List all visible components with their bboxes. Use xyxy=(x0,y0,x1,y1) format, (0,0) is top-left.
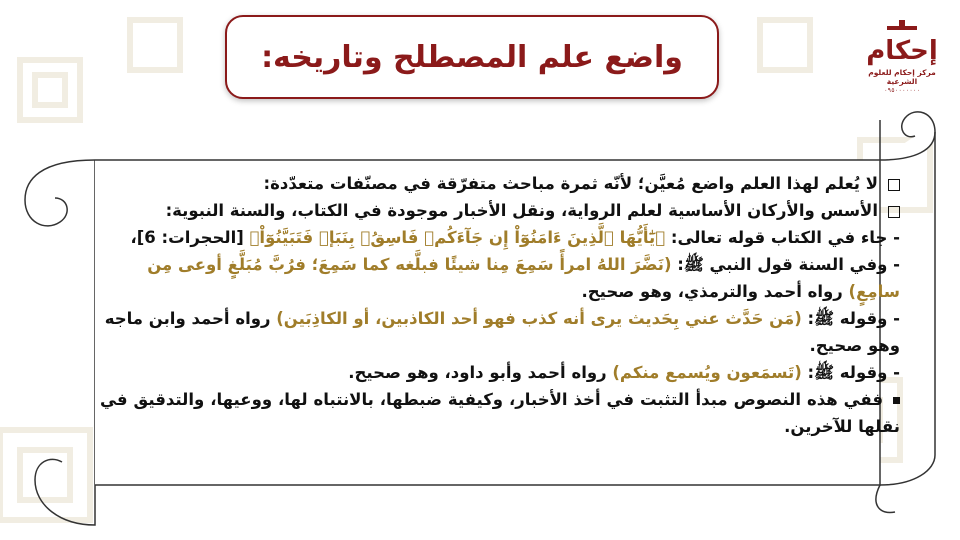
title-box xyxy=(225,15,719,99)
line-4-source: رواه أحمد والترمذي، وهو صحيح. xyxy=(581,282,849,301)
hadith-3: (تَسمَعون ويُسمع منكم) xyxy=(612,363,802,382)
line-2-text: الأسس والأركان الأساسية لعلم الرواية، ونقل الأخبار موجودة في الكتاب، والسنة النبوية: xyxy=(165,201,878,220)
quran-verse: ﴿يَٰٓأَيُّهَا ٱلَّذِينَ ءَامَنُوٓاْ إِن جَآءَكُمۡ فَاسِقُۢ بِنَبَإٖ فَتَبَيَّنُوٓاْ﴾ xyxy=(249,228,666,247)
line-5-source: رواه أحمد وابن ماجه وهو صحيح. xyxy=(104,309,900,355)
conclusion-line xyxy=(100,386,900,440)
hadith-1: (نَضَّرَ اللهُ امرأً سَمِعَ مِنا شيئًا فبلَّغه كما سَمِعَ؛ فرُبَّ مُبَلَّغٍ أوعى مِن سامِعٍ) xyxy=(147,255,900,301)
hadith-line-1 xyxy=(100,251,900,305)
line-6-source: رواه أحمد وأبو داود، وهو صحيح. xyxy=(348,363,613,382)
bullet-line-2 xyxy=(100,197,900,224)
line-3-ref: [الحجرات: 6]، xyxy=(130,228,250,247)
line-5-intro: - وقوله ﷺ: xyxy=(801,309,900,328)
checkbox-bullet-icon xyxy=(888,206,900,218)
hadith-2: (مَن حَدَّث عني بِحَديث يرى أنه كذب فهو أحد الكاذبين، أو الكاذِبَين) xyxy=(276,309,802,328)
hadith-line-2 xyxy=(100,305,900,359)
square-bullet-icon xyxy=(893,397,900,404)
logo-phone: ٠٩٥٠٠٠٠٠٠٠ xyxy=(883,87,921,94)
page-title: واضع علم المصطلح وتاريخه: xyxy=(261,39,683,75)
line-3-intro: - جاء في الكتاب قوله تعالى: xyxy=(665,228,900,247)
logo-word: إحكام xyxy=(866,36,938,66)
line-7-text: ففي هذه النصوص مبدأ التثبت في أخذ الأخبار، وكيفية ضبطها، بالانتباه لها، ووعيها، والتدقيق في نقلها للآخرين. xyxy=(100,390,900,436)
line-1-text: لا يُعلم لهذا العلم واضع مُعيَّن؛ لأنّه ثمرة مباحث متفرّقة في مصنّفات متعدّدة: xyxy=(263,174,878,193)
scroll-content xyxy=(100,170,900,440)
line-4-intro: - وفي السنة قول النبي ﷺ: xyxy=(671,255,900,274)
checkbox-bullet-icon xyxy=(888,179,900,191)
quran-line xyxy=(100,224,900,251)
logo-icon xyxy=(887,20,917,30)
hadith-line-3 xyxy=(100,359,900,386)
logo-subtitle: مركز إحكام للعلوم الشرعية xyxy=(868,68,936,86)
logo xyxy=(862,20,942,95)
bullet-line-1 xyxy=(100,170,900,197)
line-6-intro: - وقوله ﷺ: xyxy=(801,363,900,382)
